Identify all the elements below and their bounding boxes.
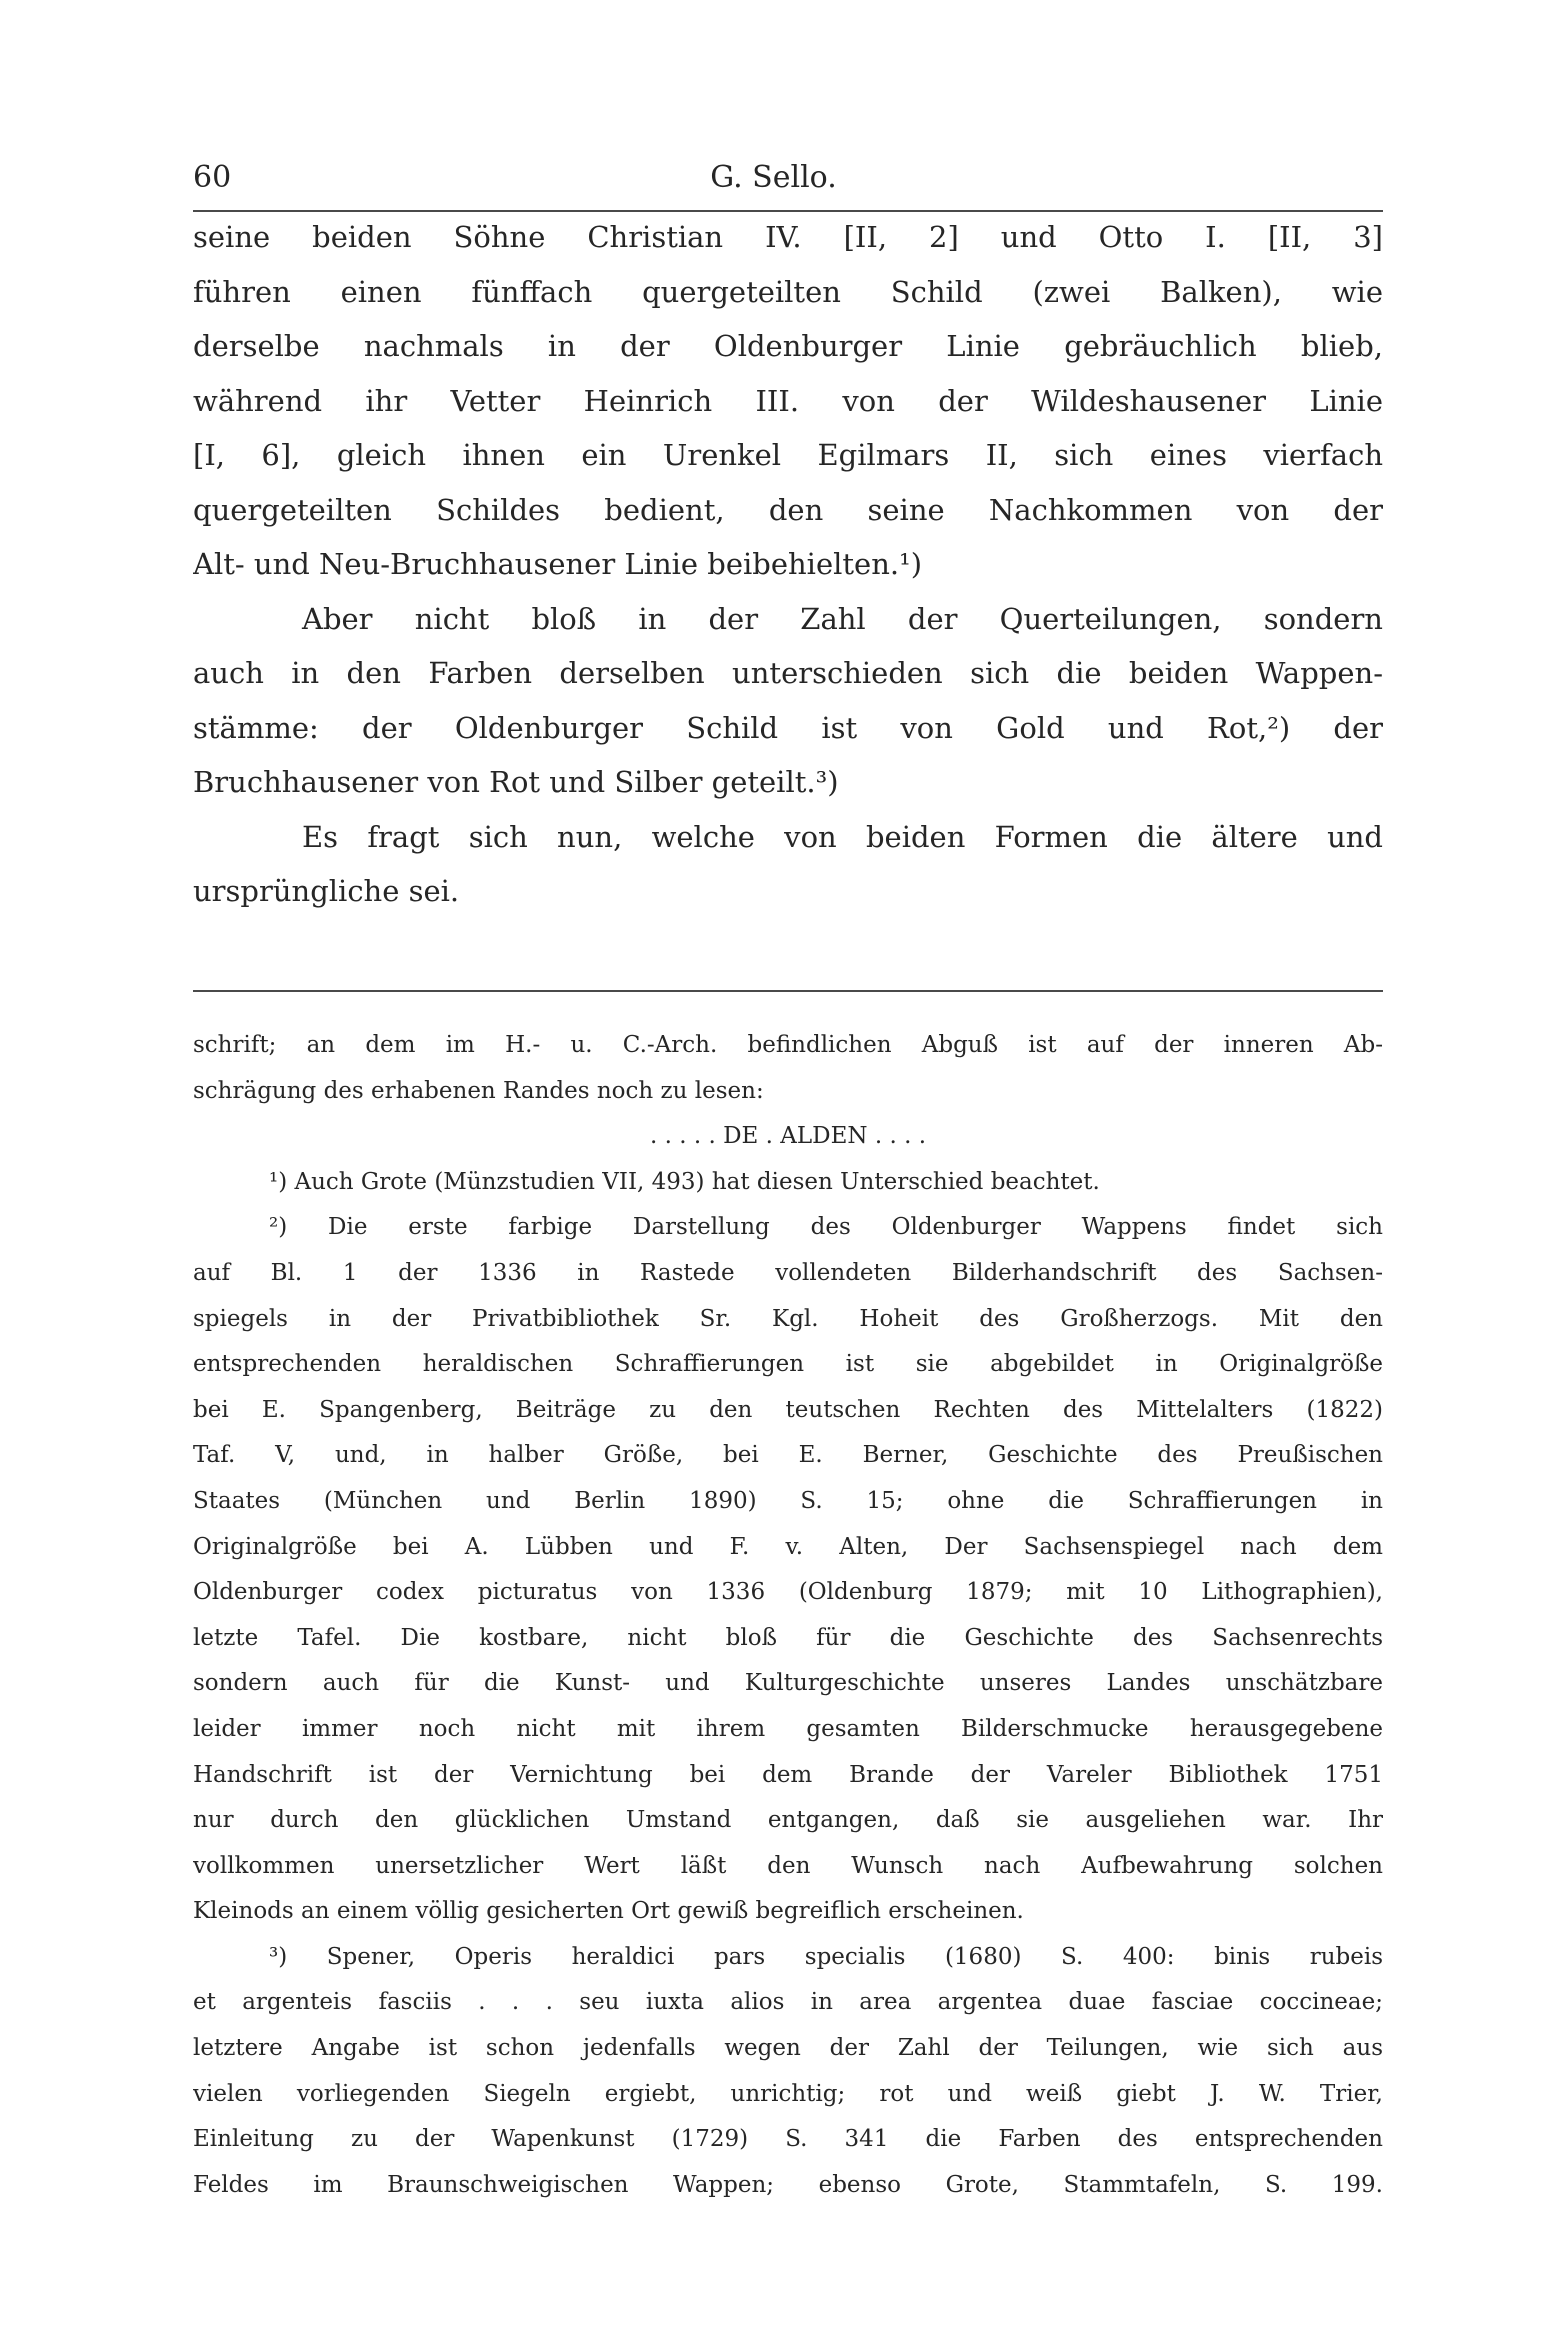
- text-line: auch in den Farben derselben unterschieden sich die beiden Wappen-: [193, 656, 1383, 690]
- footnote-line: leider immer noch nicht mit ihrem gesamten Bilderschmucke herausgegebene: [193, 1715, 1383, 1742]
- footnote-line: bei E. Spangenberg, Beiträge zu den teutschen Rechten des Mittelalters (1822): [193, 1396, 1383, 1423]
- footnote-line: auf Bl. 1 der 1336 in Rastede vollendeten Bilderhandschrift des Sachsen-: [193, 1259, 1383, 1286]
- footnote-line: Originalgröße bei A. Lübben und F. v. Alten, Der Sachsenspiegel nach dem: [193, 1533, 1383, 1560]
- running-title: G. Sello.: [710, 160, 837, 195]
- footnote-line: Taf. V, und, in halber Größe, bei E. Berner, Geschichte des Preußischen: [193, 1442, 1383, 1469]
- footnote-rule: [193, 990, 1383, 992]
- footnote-line: letzte Tafel. Die kostbare, nicht bloß für die Geschichte des Sachsenrechts: [193, 1624, 1383, 1651]
- footnote-line: Feldes im Braunschweigischen Wappen; ebenso Grote, Stammtafeln, S. 199.: [193, 2171, 1383, 2198]
- footnote-line: Einleitung zu der Wapenkunst (1729) S. 341 die Farben des entsprechenden: [193, 2126, 1383, 2153]
- footnote-line: sondern auch für die Kunst- und Kulturgeschichte unseres Landes unschätzbare: [193, 1670, 1383, 1697]
- footnote-line: Staates (München und Berlin 1890) S. 15; ohne die Schraffierungen in: [193, 1487, 1383, 1514]
- text-line: ursprüngliche sei.: [193, 874, 460, 908]
- footnote-line: ¹) Auch Grote (Münzstudien VII, 493) hat diesen Unterschied beachtet.: [269, 1168, 1100, 1195]
- text-line: quergeteilten Schildes bedient, den seine Nachkommen von der: [193, 492, 1383, 527]
- footnote-line: entsprechenden heraldischen Schraffierungen ist sie abgebildet in Originalgröße: [193, 1351, 1383, 1378]
- footnote-line: nur durch den glücklichen Umstand entgangen, daß sie ausgeliehen war. Ihr: [193, 1807, 1383, 1834]
- main-text: [193, 210, 1383, 919]
- footnote-line: schrift; an dem im H.- u. C.-Arch. befindlichen Abguß ist auf der inneren Ab-: [193, 1032, 1383, 1058]
- footnote-line: ²) Die erste farbige Darstellung des Oldenburger Wappens findet sich: [269, 1214, 1383, 1241]
- footnote-line: vielen vorliegenden Siegeln ergiebt, unrichtig; rot und weiß giebt J. W. Trier,: [193, 2080, 1383, 2107]
- footnote-line: ³) Spener, Operis heraldici pars specialis (1680) S. 400: binis rubeis: [269, 1943, 1383, 1970]
- text-line: Bruchhausener von Rot und Silber geteilt.³): [193, 765, 839, 799]
- footnote-line: vollkommen unersetzlicher Wert läßt den Wunsch nach Aufbewahrung solchen: [193, 1852, 1383, 1879]
- footnote-line: schrägung des erhabenen Randes noch zu lesen:: [193, 1077, 764, 1104]
- text-line: stämme: der Oldenburger Schild ist von Gold und Rot,²) der: [193, 710, 1383, 745]
- text-line: derselbe nachmals in der Oldenburger Linie gebräuchlich blieb,: [193, 329, 1383, 363]
- text-line: [I, 6], gleich ihnen ein Urenkel Egilmars II, sich eines vierfach: [193, 438, 1383, 472]
- footnote-line: Kleinods an einem völlig gesicherten Ort gewiß begreiflich erscheinen.: [193, 1898, 1024, 1925]
- footnote-line: Handschrift ist der Vernichtung bei dem Brande der Vareler Bibliothek 1751: [193, 1761, 1383, 1788]
- footnote-line: . . . . . DE . ALDEN . . . .: [650, 1123, 926, 1150]
- text-line: Aber nicht bloß in der Zahl der Querteilungen, sondern: [302, 601, 1383, 636]
- text-line: während ihr Vetter Heinrich III. von der Wildeshausener Linie: [193, 383, 1383, 418]
- footnote-line: letztere Angabe ist schon jedenfalls wegen der Zahl der Teilungen, wie sich aus: [193, 2035, 1383, 2062]
- page-number: 60: [193, 160, 232, 195]
- footnote-line: et argenteis fasciis . . . seu iuxta alios in area argentea duae fasciae coccineae;: [193, 1989, 1383, 2016]
- text-line: Es fragt sich nun, welche von beiden Formen die ältere und: [302, 819, 1383, 854]
- footnotes: [193, 1023, 1383, 2208]
- footnote-line: spiegels in der Privatbibliothek Sr. Kgl. Hoheit des Großherzogs. Mit den: [193, 1305, 1383, 1332]
- footnote-line: Oldenburger codex picturatus von 1336 (Oldenburg 1879; mit 10 Lithographien),: [193, 1579, 1383, 1606]
- text-line: Alt- und Neu-Bruchhausener Linie beibehielten.¹): [193, 547, 923, 581]
- text-line: seine beiden Söhne Christian IV. [II, 2] und Otto I. [II, 3]: [193, 220, 1383, 254]
- text-line: führen einen fünffach quergeteilten Schild (zwei Balken), wie: [193, 274, 1383, 309]
